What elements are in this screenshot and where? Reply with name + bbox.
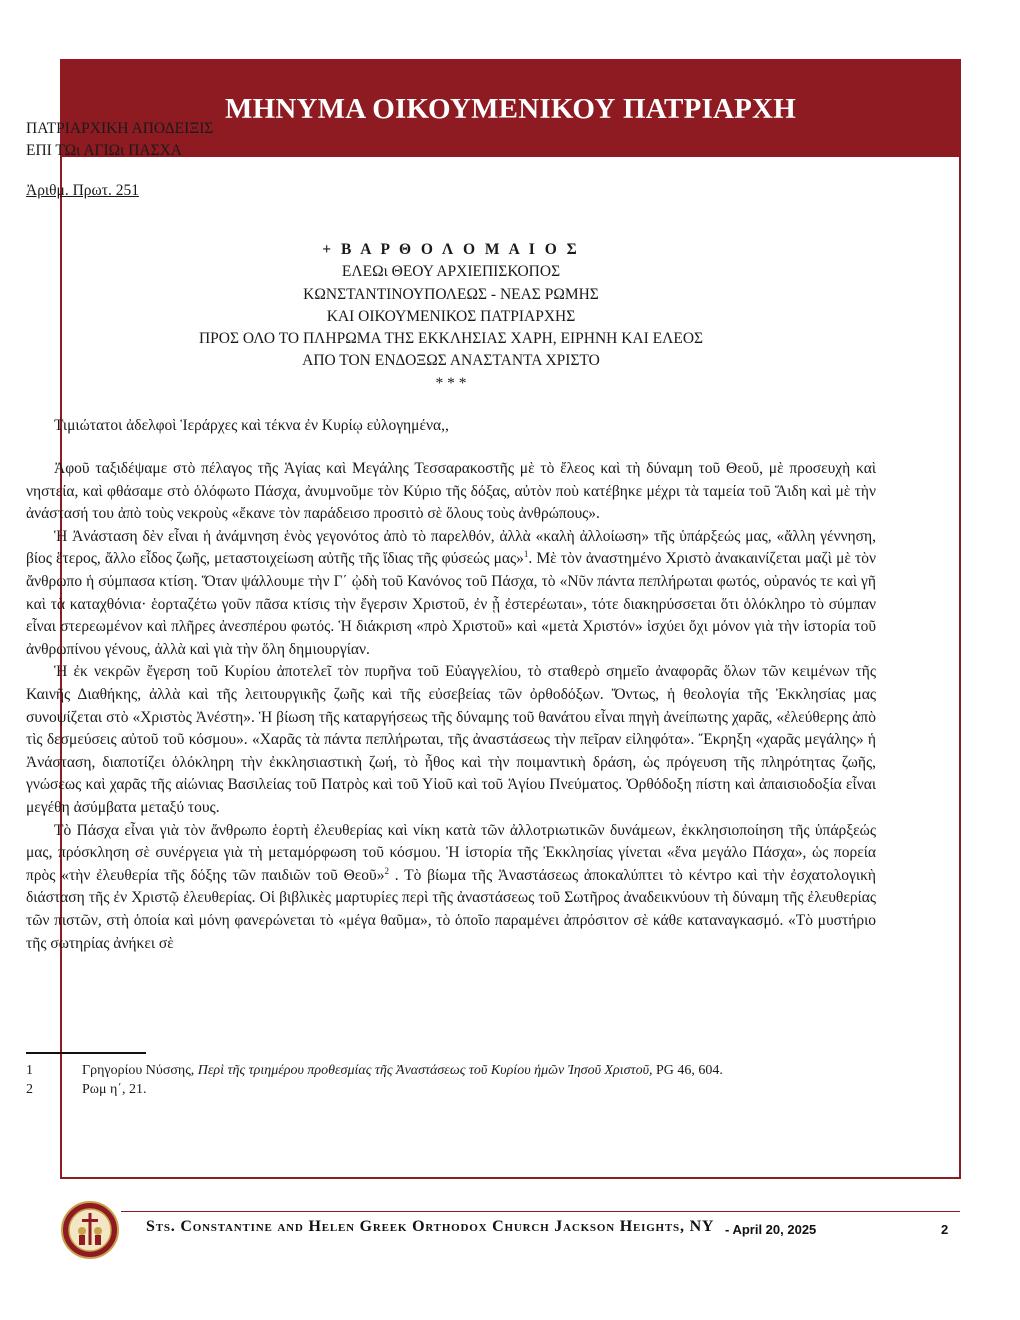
- paragraph-3: [26, 661, 876, 819]
- footnote-text: [82, 1061, 723, 1081]
- paragraph-text: . Μὲ τὸν ἀναστημένο Χριστὸ ἀνακαινίζεται μαζὶ μὲ τὸν ἄνθρωπο ἡ σύμπασα κτίση. Ὅταν ψάλλουμε τὴν Γ΄ ᾠδὴ τοῦ Κανόνος τοῦ Πάσχα, τὸ «Νῦν πάντα πεπλήρωται φωτός, οὐρανός τε καὶ γῆ καὶ τὰ καταχθόνια· ἑορταζέτω γοῦν πᾶσα κτίσις τὴν ἔγερσιν Χριστοῦ, ἐν ᾗ ἐστερέωται», τότε διακηρύσσεται ὅτι ὁλόκληρο τὸ σύμπαν εἶναι στερεωμένον καὶ πλῆρες ἀνεσπέρου φωτός. Ἡ διάκριση «πρὸ Χριστοῦ» καὶ «μετὰ Χριστόν» ἰσχύει ὄχι μόνον γιὰ τὴν ἱστορία τοῦ ἀνθρωπίνου γένους, ἀλλὰ καὶ γιὰ τὴν ὅλη δημιουργίαν.: [26, 550, 876, 658]
- page-number: 2: [941, 1222, 949, 1237]
- paragraph-text: Ἡ Ἀνάσταση δὲν εἶναι ἡ ἀνάμνηση ἑνὸς γεγονότος ἀπὸ τὸ παρελθόν, ἀλλὰ «καλὴ ἀλλοίωση» τῆς ὑπάρξεώς μας, «ἄλλη γέννηση, βίος ἕτερος, ἄλλο εἶδος ζωῆς, μεταστοιχείωση αὐτῆς τῆς ἴδιας τῆς φύσεώς μας»: [26, 527, 876, 568]
- issue-date: - April 20, 2025: [725, 1222, 817, 1237]
- title-line: ΚΩΝΣΤΑΝΤΙΝΟΥΠΟΛΕΩΣ - ΝΕΑΣ ΡΩΜΗΣ: [303, 285, 599, 303]
- footnote-author: Γρηγορίου Νύσσης,: [82, 1063, 195, 1078]
- footnote-rule: [26, 1052, 146, 1054]
- protocol-number: Ἀριθμ. Πρωτ. 251: [26, 182, 139, 199]
- paragraph-4: [26, 820, 876, 956]
- heading-line-2: ΕΠΙ ΤΩι ΑΓΙΩι ΠΑΣΧΑ: [26, 142, 182, 159]
- banner-title: ΜΗΝΥΜΑ ΟΙΚΟΥΜΕΝΙΚΟΥ ΠΑΤΡΙΑΡΧΗ: [225, 92, 796, 125]
- paragraph-text: Τὸ Πάσχα εἶναι γιὰ τὸν ἄνθρωπο ἑορτὴ ἐλευθερίας καὶ νίκη κατὰ τῶν ἀλλοτριωτικῶν δυνάμεων, ἐκκλησιοποίηση τῆς ὑπάρξεώς μας, πρόσκληση σὲ συνέργεια γιὰ τὴ μεταμόρφωση τοῦ κόσμου. Ἡ ἱστορία τῆς Ἐκκλησίας γίνεται «ἕνα μεγάλο Πάσχα», ὡς πορεία πρὸς «τὴν ἐλευθερία τῆς δόξης τῶν παιδιῶν τοῦ Θεοῦ»: [26, 821, 876, 884]
- letter-body: [26, 118, 876, 955]
- footnote-2: [26, 1080, 147, 1100]
- paragraph-2: [26, 526, 876, 662]
- church-name: Sts. Constantine and Helen Greek Orthodox Church Jackson Heights, NY: [146, 1218, 715, 1235]
- paragraph-text: Ἀφοῦ ταξιδέψαμε στὸ πέλαγος τῆς Ἁγίας καὶ Μεγάλης Τεσσαρακοστῆς μὲ τὸ ἔλεος καὶ τὴ δύναμη τοῦ Θεοῦ, μὲ προσευχὴ καὶ νηστεία, καὶ φθάσαμε στὸ ὁλόφωτο Πάσχα, ἀνυμνοῦμε τὸν Κύριο τῆς δόξας, αὐτὸν ποὺ κατέβηκε μέχρι τὰ ταμεία τοῦ Ἅιδη καὶ μὲ τὴν ἀνάστασή του ἀπὸ τοὺς νεκροὺς «ἔκανε τὸν παράδεισο προσιτὸ σὲ ὅλους τοὺς ἀνθρώπους».: [26, 460, 876, 523]
- paragraph-text: . Τὸ βίωμα τῆς Ἀναστάσεως ἀποκαλύπτει τὸ κέντρο καὶ τὴν ἐσχατολογικὴ διάσταση τῆς ἐν Χριστῷ ἐλευθερίας. Οἱ βιβλικὲς μαρτυρίες περὶ τῆς ἀναστάσεως τοῦ Σωτῆρος ἀναδεικνύουν τὴ δύναμη τῆς ἐλευθερίας τῶν πιστῶν, στὴ ὁποία καὶ μόνη φανερώνεται τὸ «μέγα θαῦμα», τὸ ὁποῖο παραμένει ἀπρόσιτον σὲ κάθε καταναγκασμό. «Τὸ μυστήριο τῆς σωτηρίας ἀνήκει σὲ: [26, 866, 876, 952]
- footnote-title: Περὶ τῆς τριημέρου προθεσμίας τῆς Ἀναστάσεως τοῦ Κυρίου ἡμῶν Ἰησοῦ Χριστοῦ,: [197, 1063, 653, 1078]
- footnote-author: Ρωμ η΄, 21.: [82, 1082, 147, 1097]
- paragraph-text: Ἡ ἐκ νεκρῶν ἔγερση τοῦ Κυρίου ἀποτελεῖ τὸν πυρῆνα τοῦ Εὐαγγελίου, τὸ σταθερὸ σημεῖο ἀναφορᾶς ὅλων τῶν κειμένων τῆς Καινῆς Διαθήκης, ἀλλὰ καὶ τῆς λειτουργικῆς ζωῆς καὶ τῆς εὐσεβείας τῶν ὀρθοδόξων. Ὄντως, ἡ θεολογία τῆς Ἐκκλησίας μας συνοψίζεται στὸ «Χριστὸς Ἀνέστη». Ἡ βίωση τῆς καταργήσεως τῆς δύναμης τοῦ θανάτου εἶναι πηγὴ ἀνείπωτης χαρᾶς, «ἐλεύθερης ἀπὸ τὶς δεσμεύσεις αὐτοῦ τοῦ κόσμου». «Χαρᾶς τὰ πάντα πεπλήρωται, τῆς ἀναστάσεως τὴν πεῖραν εἰληφότα». Ἔκρηξη «χαρᾶς μεγάλης» ἡ Ἀνάσταση, διαποτίζει ὁλόκληρη τὴν ἐκκλησιαστικὴ ζωή, τὸ ἦθος καὶ τὴν ποιμαντικὴ δράση, ὡς πρόγευση τῆς πληρότητας ζωῆς, γνώσεως καὶ χαρᾶς τῆς αἰώνιας Βασιλείας τοῦ Πατρὸς καὶ τοῦ Υἱοῦ καὶ τοῦ Ἁγίου Πνεύματος. Ὀρθόδοξη πίστη καὶ ἀπαισιοδοξία εἶναι μεγέθη ἀσύμβατα μεταξύ τους.: [26, 663, 876, 816]
- footer-rule: [121, 1211, 960, 1212]
- footnote-ref-1[interactable]: 1: [523, 549, 529, 560]
- title-line: ΕΛΕΩι ΘΕΟΥ ΑΡΧΙΕΠΙΣΚΟΠΟΣ: [341, 263, 561, 281]
- title-line: ΠΡΟΣ ΟΛΟ ΤΟ ΠΛΗΡΩΜΑ ΤΗΣ ΕΚΚΛΗΣΙΑΣ ΧΑΡΗ, ΕΙΡΗΝΗ ΚΑΙ ΕΛΕΟΣ: [198, 330, 704, 348]
- footnote-1: [26, 1061, 723, 1081]
- church-seal-icon: [60, 1200, 120, 1260]
- title-line: ΑΠΟ ΤΟΝ ΕΝΔΟΞΩΣ ΑΝΑΣΤΑΝΤΑ ΧΡΙΣΤΟ: [302, 352, 600, 370]
- title-line: ΚΑΙ ΟΙΚΟΥΜΕΝΙΚΟΣ ΠΑΤΡΙΑΡΧΗΣ: [326, 307, 576, 325]
- signature: + Β Α Ρ Θ Ο Λ Ο Μ Α Ι Ο Σ: [322, 241, 580, 258]
- section-divider: * * *: [435, 374, 467, 392]
- greeting: Τιμιώτατοι ἀδελφοὶ Ἱεράρχες καὶ τέκνα ἐν Κυρίῳ εὐλογημένα,,: [54, 417, 449, 435]
- footnote-number: 2: [26, 1082, 33, 1097]
- footnote-ref: PG 46, 604.: [656, 1063, 723, 1078]
- footnote-number: 1: [26, 1063, 33, 1078]
- footnote-ref-2[interactable]: 2: [384, 865, 389, 876]
- patriarch-address: [26, 239, 876, 395]
- heading-line-1: ΠΑΤΡΙΑΡΧΙΚΗ ΑΠΟΔΕΙΞΙΣ: [26, 120, 214, 137]
- paragraph-1: [26, 458, 876, 526]
